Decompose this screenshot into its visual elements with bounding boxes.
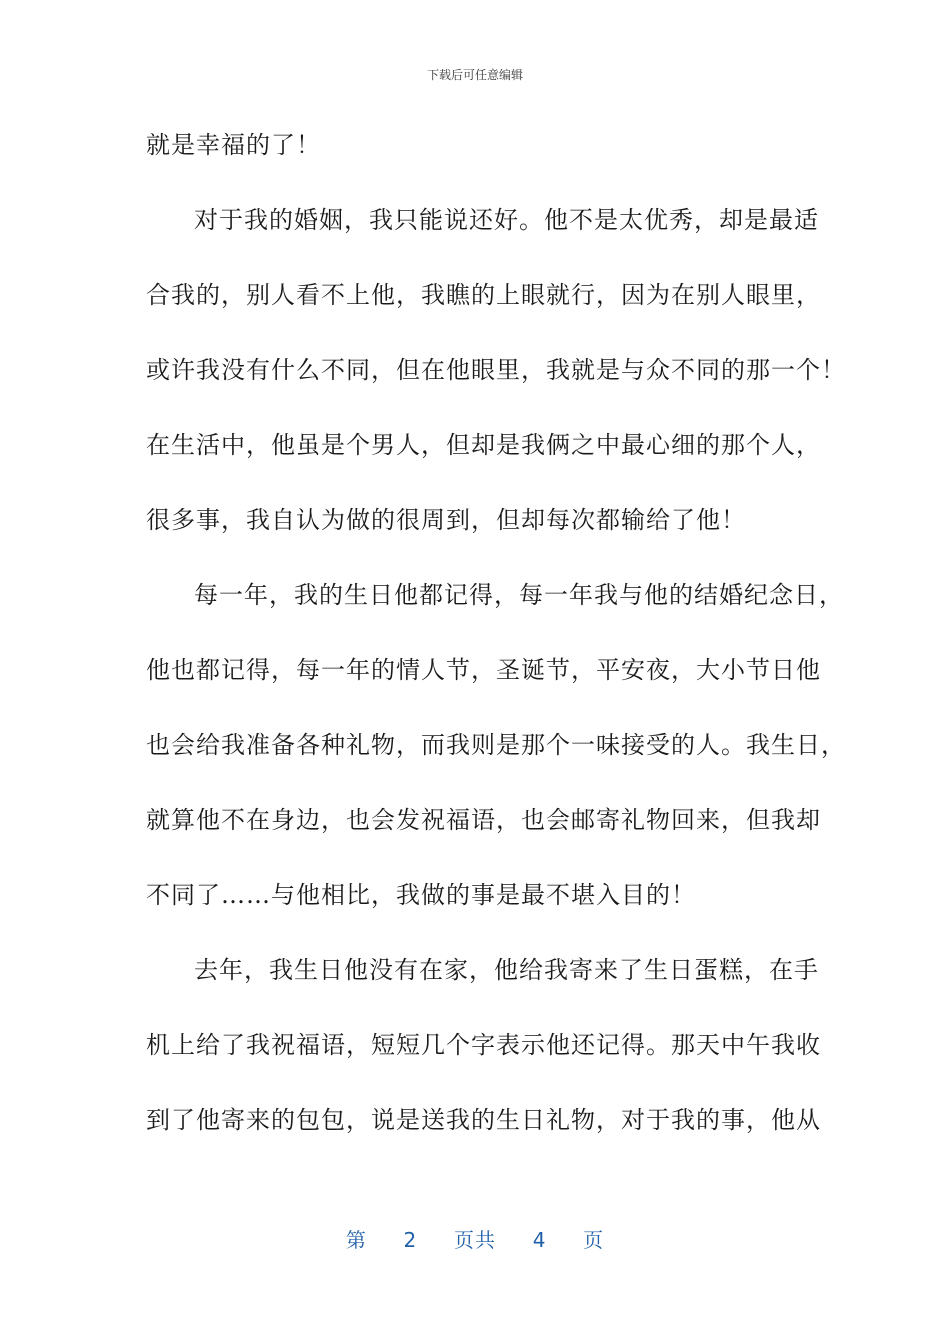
text-line: 不同了……与他相比，我做的事是最不堪入目的！ (146, 881, 696, 909)
page-prefix: 第 (345, 1228, 367, 1252)
text-line: 或许我没有什么不同，但在他眼里，我就是与众不同的那一个！ (146, 356, 846, 384)
current-page-number: 2 (403, 1228, 418, 1252)
text-line: 对于我的婚姻，我只能说还好。他不是太优秀，却是最适 (194, 206, 819, 234)
text-line: 他也都记得，每一年的情人节，圣诞节，平安夜，大小节日他 (146, 656, 821, 684)
text-line: 也会给我准备各种礼物，而我则是那个一味接受的人。我生日， (146, 731, 846, 759)
text-line: 每一年，我的生日他都记得，每一年我与他的结婚纪念日， (194, 581, 844, 609)
page-footer (0, 1224, 950, 1253)
text-line: 就是幸福的了！ (146, 131, 321, 159)
text-line: 合我的，别人看不上他，我瞧的上眼就行，因为在别人眼里， (146, 281, 821, 309)
text-line: 机上给了我祝福语，短短几个字表示他还记得。那天中午我收 (146, 1031, 821, 1059)
text-line: 到了他寄来的包包，说是送我的生日礼物，对于我的事，他从 (146, 1106, 821, 1134)
text-line: 很多事，我自认为做的很周到，但却每次都输给了他！ (146, 506, 746, 534)
text-line: 去年，我生日他没有在家，他给我寄来了生日蛋糕，在手 (194, 956, 819, 984)
page-mid-label: 页共 (454, 1228, 496, 1252)
document-body (146, 108, 846, 1158)
text-line: 在生活中，他虽是个男人，但却是我俩之中最心细的那个人， (146, 431, 821, 459)
page-suffix: 页 (583, 1228, 605, 1252)
text-line: 就算他不在身边，也会发祝福语，也会邮寄礼物回来，但我却 (146, 806, 821, 834)
header-note: 下载后可任意编辑 (426, 68, 523, 82)
total-pages-number: 4 (532, 1228, 547, 1252)
